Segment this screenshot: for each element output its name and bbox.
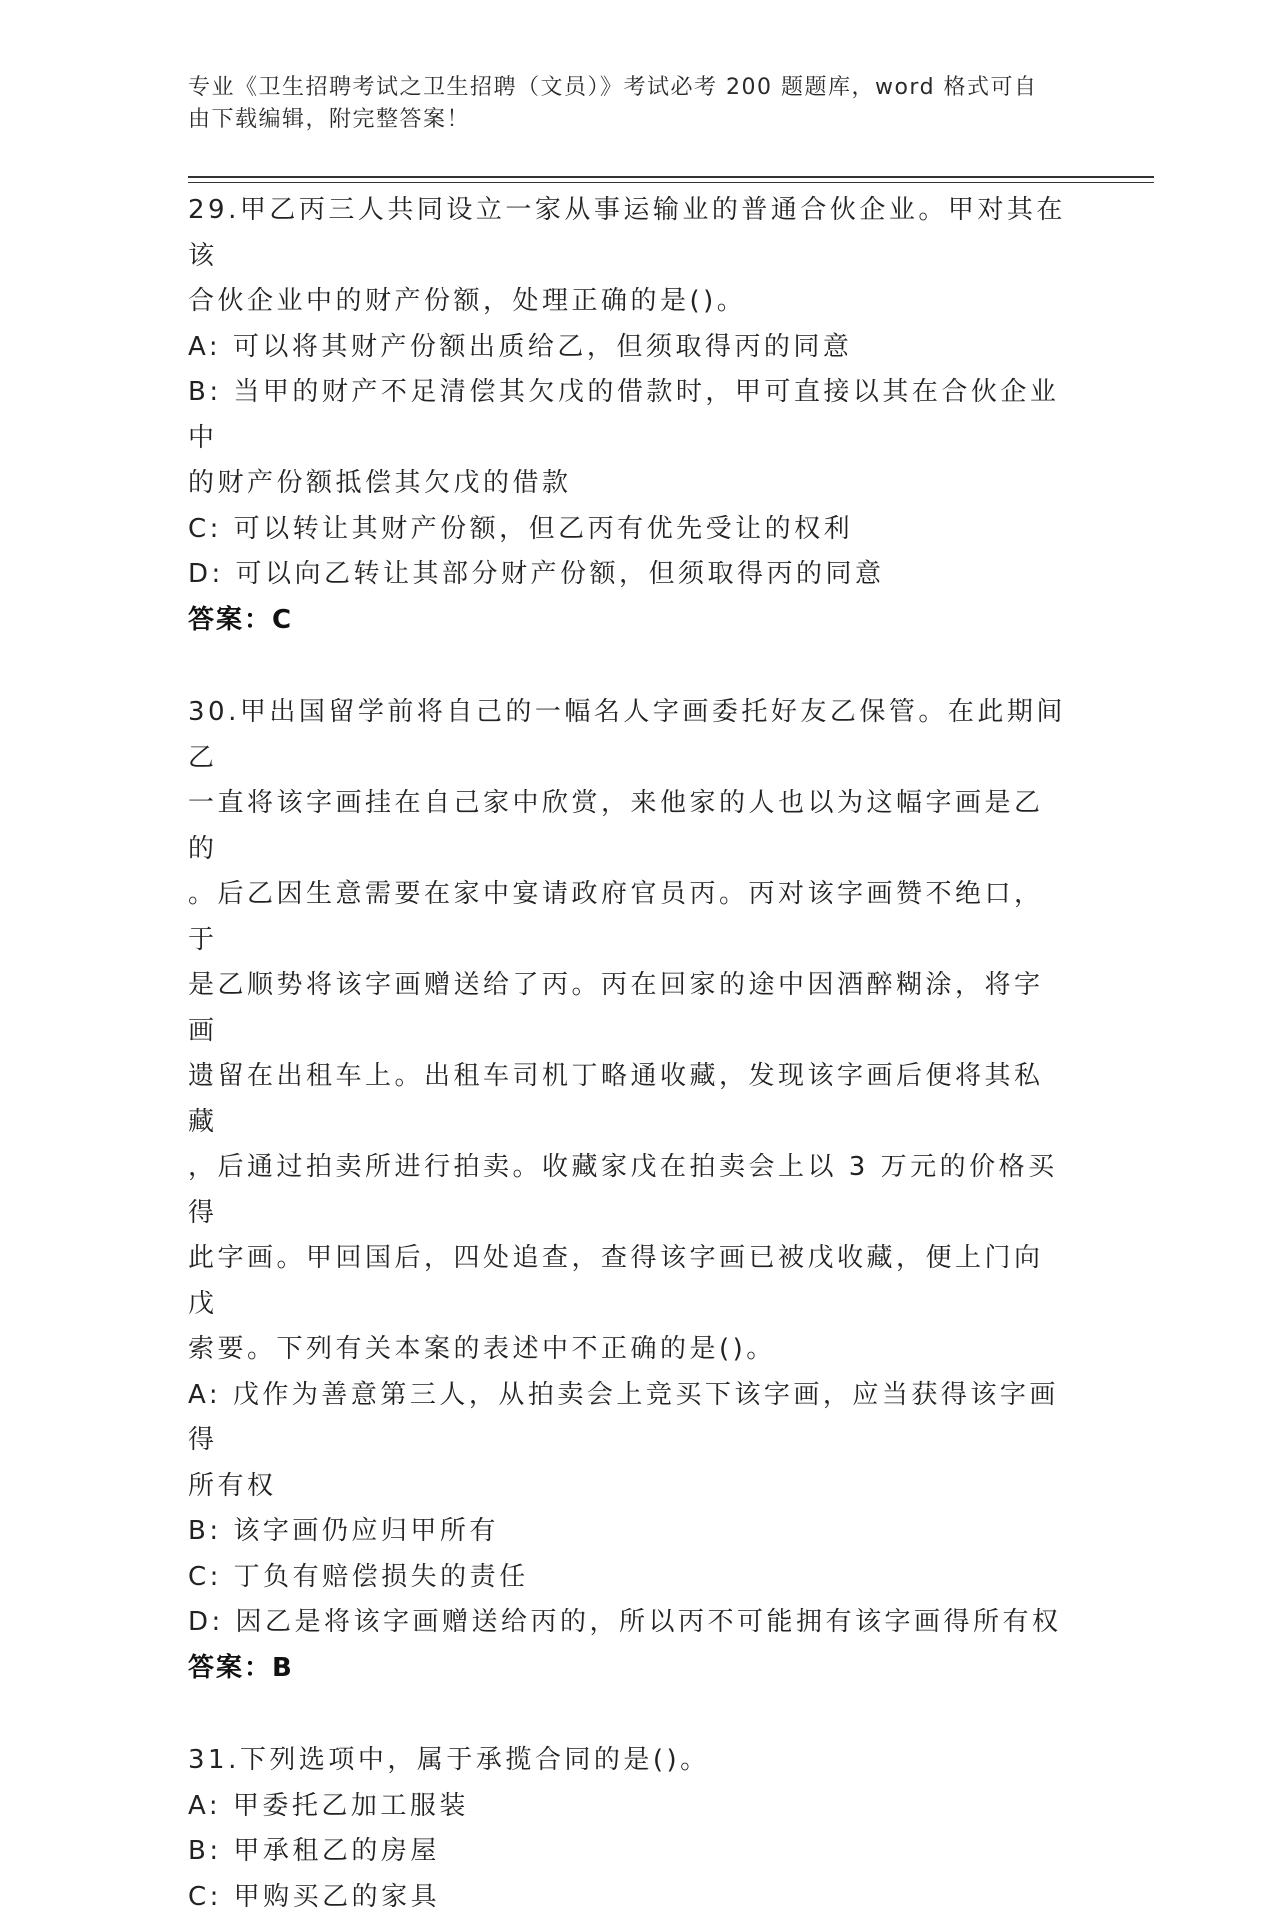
- option-d: D: 可以向乙转让其部分财产份额，但须取得丙的同意: [188, 552, 1068, 598]
- header-divider-thick: [188, 176, 1154, 178]
- option-d: D: 因乙是将该字画赠送给丙的，所以丙不可能拥有该字画得所有权: [188, 1600, 1068, 1646]
- option-a: A: 戊作为善意第三人，从拍卖会上竞买下该字画，应当获得该字画得: [188, 1373, 1068, 1464]
- question-spacer: [188, 1691, 1068, 1738]
- question-line: 30.甲出国留学前将自己的一幅名人字画委托好友乙保管。在此期间乙: [188, 690, 1068, 781]
- option-b: B: 当甲的财产不足清偿其欠戊的借款时，甲可直接以其在合伙企业中: [188, 370, 1068, 461]
- question-line: 合伙企业中的财产份额，处理正确的是()。: [188, 279, 1068, 325]
- question-30: [188, 690, 1068, 1691]
- question-31: [188, 1738, 1068, 1920]
- question-line: 此字画。甲回国后，四处追查，查得该字画已被戊收藏，便上门向戊: [188, 1236, 1068, 1327]
- option-a-continued: 所有权: [188, 1464, 1068, 1510]
- question-29: [188, 188, 1068, 643]
- question-line: 遗留在出租车上。出租车司机丁略通收藏，发现该字画后便将其私藏: [188, 1054, 1068, 1145]
- header-line-1: 专业《卫生招聘考试之卫生招聘（文员）》考试必考 200 题题库，word 格式可自: [188, 72, 1068, 104]
- question-spacer: [188, 643, 1068, 690]
- question-list: [188, 188, 1068, 1920]
- question-line: 。后乙因生意需要在家中宴请政府官员丙。丙对该字画赞不绝口，于: [188, 872, 1068, 963]
- question-line: 是乙顺势将该字画赠送给了丙。丙在回家的途中因酒醉糊涂，将字画: [188, 963, 1068, 1054]
- option-c: C: 可以转让其财产份额，但乙丙有优先受让的权利: [188, 507, 1068, 553]
- question-line: 31.下列选项中，属于承揽合同的是()。: [188, 1738, 1068, 1784]
- header-line-2: 由下载编辑，附完整答案！: [188, 104, 1068, 136]
- option-c: C: 丁负有赔偿损失的责任: [188, 1555, 1068, 1601]
- option-a: A: 可以将其财产份额出质给乙，但须取得丙的同意: [188, 325, 1068, 371]
- option-b-continued: 的财产份额抵偿其欠戊的借款: [188, 461, 1068, 507]
- answer-label: 答案：B: [188, 1646, 1068, 1692]
- answer-label: 答案：C: [188, 598, 1068, 644]
- header-divider-thin: [188, 182, 1154, 183]
- document-header: [188, 72, 1068, 136]
- option-b: B: 该字画仍应归甲所有: [188, 1509, 1068, 1555]
- question-line: 索要。下列有关本案的表述中不正确的是()。: [188, 1327, 1068, 1373]
- option-c: C: 甲购买乙的家具: [188, 1875, 1068, 1920]
- option-a: A: 甲委托乙加工服装: [188, 1784, 1068, 1830]
- question-line: 29.甲乙丙三人共同设立一家从事运输业的普通合伙企业。甲对其在该: [188, 188, 1068, 279]
- option-b: B: 甲承租乙的房屋: [188, 1829, 1068, 1875]
- question-line: ，后通过拍卖所进行拍卖。收藏家戊在拍卖会上以 3 万元的价格买得: [188, 1145, 1068, 1236]
- question-line: 一直将该字画挂在自己家中欣赏，来他家的人也以为这幅字画是乙的: [188, 781, 1068, 872]
